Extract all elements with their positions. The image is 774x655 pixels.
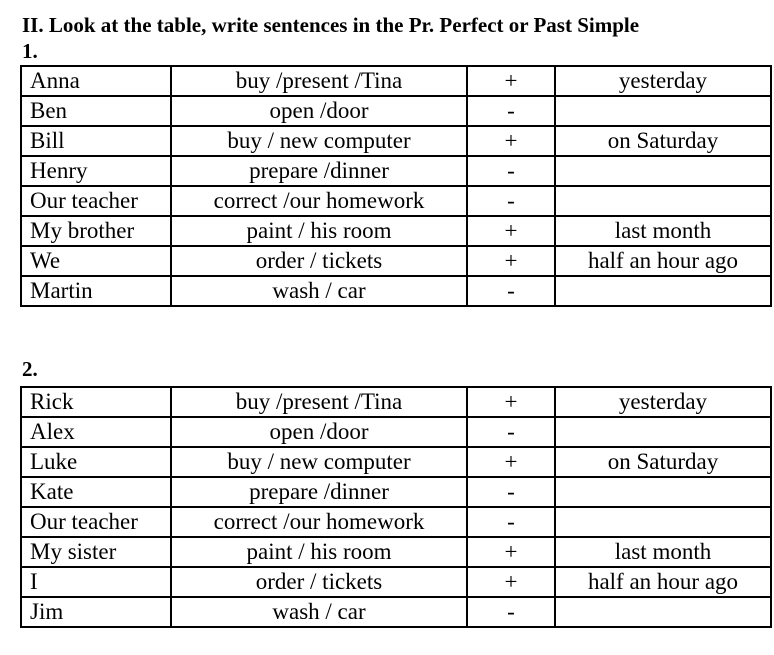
sign-cell: +: [467, 387, 555, 417]
table-row: [21, 186, 771, 216]
exercise-table-1: [20, 65, 772, 307]
table-row: [21, 126, 771, 156]
subject-cell: Alex: [21, 417, 171, 447]
action-cell: correct /our homework: [171, 186, 467, 216]
sign-cell: +: [467, 246, 555, 276]
sign-cell: +: [467, 126, 555, 156]
table-row: [21, 567, 771, 597]
subject-cell: My sister: [21, 537, 171, 567]
sign-cell: -: [467, 477, 555, 507]
subject-cell: Kate: [21, 477, 171, 507]
sign-cell: +: [467, 537, 555, 567]
time-cell: [555, 186, 771, 216]
table-row: [21, 156, 771, 186]
time-cell: yesterday: [555, 66, 771, 96]
time-cell: half an hour ago: [555, 246, 771, 276]
action-cell: open /door: [171, 417, 467, 447]
table-row: [21, 66, 771, 96]
table-row: [21, 417, 771, 447]
sign-cell: -: [467, 417, 555, 447]
action-cell: open /door: [171, 96, 467, 126]
sign-cell: -: [467, 507, 555, 537]
subject-cell: Bill: [21, 126, 171, 156]
subject-cell: My brother: [21, 216, 171, 246]
subject-cell: I: [21, 567, 171, 597]
table-row: [21, 96, 771, 126]
table-row: [21, 507, 771, 537]
subject-cell: Our teacher: [21, 507, 171, 537]
action-cell: buy /present /Tina: [171, 387, 467, 417]
time-cell: [555, 417, 771, 447]
table-row: [21, 216, 771, 246]
sign-cell: -: [467, 96, 555, 126]
exercise-title: II. Look at the table, write sentences in the Pr. Perfect or Past Simple: [22, 13, 640, 37]
action-cell: order / tickets: [171, 567, 467, 597]
time-cell: yesterday: [555, 387, 771, 417]
time-cell: [555, 156, 771, 186]
sign-cell: -: [467, 156, 555, 186]
action-cell: prepare /dinner: [171, 156, 467, 186]
time-cell: on Saturday: [555, 126, 771, 156]
subject-cell: Ben: [21, 96, 171, 126]
table-row: [21, 447, 771, 477]
sign-cell: +: [467, 447, 555, 477]
time-cell: half an hour ago: [555, 567, 771, 597]
table-row: [21, 276, 771, 306]
time-cell: last month: [555, 537, 771, 567]
sign-cell: -: [467, 186, 555, 216]
time-cell: [555, 477, 771, 507]
action-cell: order / tickets: [171, 246, 467, 276]
table-row: [21, 537, 771, 567]
subject-cell: Rick: [21, 387, 171, 417]
time-cell: [555, 597, 771, 627]
table-row: [21, 387, 771, 417]
table-2-label: 2.: [22, 357, 38, 381]
subject-cell: Our teacher: [21, 186, 171, 216]
time-cell: [555, 507, 771, 537]
subject-cell: Luke: [21, 447, 171, 477]
sign-cell: -: [467, 276, 555, 306]
subject-cell: Anna: [21, 66, 171, 96]
action-cell: buy /present /Tina: [171, 66, 467, 96]
subject-cell: Martin: [21, 276, 171, 306]
time-cell: [555, 96, 771, 126]
action-cell: buy / new computer: [171, 447, 467, 477]
time-cell: on Saturday: [555, 447, 771, 477]
action-cell: wash / car: [171, 276, 467, 306]
action-cell: wash / car: [171, 597, 467, 627]
table-1-label: 1.: [22, 39, 38, 63]
table-body: [21, 387, 771, 627]
sign-cell: +: [467, 66, 555, 96]
table-body: [21, 66, 771, 306]
action-cell: buy / new computer: [171, 126, 467, 156]
time-cell: last month: [555, 216, 771, 246]
table-row: [21, 597, 771, 627]
table-row: [21, 477, 771, 507]
subject-cell: We: [21, 246, 171, 276]
subject-cell: Henry: [21, 156, 171, 186]
sign-cell: +: [467, 567, 555, 597]
action-cell: paint / his room: [171, 537, 467, 567]
table-row: [21, 246, 771, 276]
action-cell: correct /our homework: [171, 507, 467, 537]
time-cell: [555, 276, 771, 306]
sign-cell: +: [467, 216, 555, 246]
exercise-table-2: [20, 386, 772, 628]
subject-cell: Jim: [21, 597, 171, 627]
action-cell: paint / his room: [171, 216, 467, 246]
sign-cell: -: [467, 597, 555, 627]
action-cell: prepare /dinner: [171, 477, 467, 507]
